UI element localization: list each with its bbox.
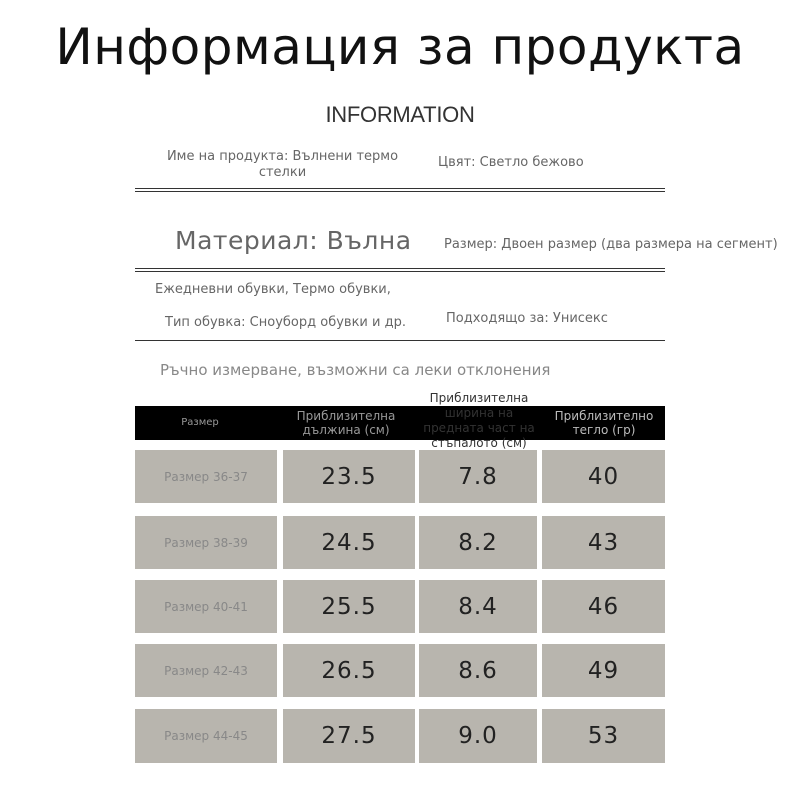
measurement-note: Ръчно измерване, възможни са леки отклонения: [160, 361, 551, 379]
table-row-weight: 49: [542, 644, 665, 697]
product-name-line2: стелки: [258, 165, 307, 180]
table-row-width: 8.6: [419, 644, 537, 697]
product-name-line1: Име на продукта: Вълнени термо: [166, 149, 399, 164]
table-row-length: 27.5: [283, 709, 415, 763]
header-size: Размер: [181, 417, 219, 428]
table-header: [135, 406, 665, 440]
divider: [135, 191, 665, 192]
table-row-weight: 46: [542, 580, 665, 633]
table-row-size: Размер 40-41: [135, 580, 277, 633]
table-row-width: 8.2: [419, 516, 537, 569]
shoe-type-line2: Тип обувка: Сноуборд обувки и др.: [165, 315, 406, 330]
product-color: Цвят: Светло бежово: [438, 155, 584, 170]
page-title: Информация за продукта: [55, 18, 745, 76]
product-size: Размер: Двоен размер (два размера на сегмент): [444, 237, 778, 252]
table-row-weight: 53: [542, 709, 665, 763]
table-row-length: 25.5: [283, 580, 415, 633]
divider: [135, 268, 665, 269]
suitable-for: Подходящо за: Унисекс: [446, 311, 608, 326]
table-row-width: 7.8: [419, 450, 537, 503]
header-length: Приблизителна дължина (см): [296, 409, 396, 437]
divider: [135, 340, 665, 341]
table-row-size: Размер 44-45: [135, 709, 277, 763]
table-row-length: 26.5: [283, 644, 415, 697]
table-row-length: 24.5: [283, 516, 415, 569]
page-subtitle: INFORMATION: [325, 102, 475, 127]
divider: [135, 271, 665, 272]
table-row-size: Размер 38-39: [135, 516, 277, 569]
table-row-weight: 43: [542, 516, 665, 569]
table-row-size: Размер 36-37: [135, 450, 277, 503]
table-row-size: Размер 42-43: [135, 644, 277, 697]
table-row-weight: 40: [542, 450, 665, 503]
divider: [135, 188, 665, 189]
product-material: Материал: Вълна: [175, 226, 412, 255]
header-weight: Приблизително тегло (гр): [554, 409, 654, 437]
table-row-width: 9.0: [419, 709, 537, 763]
header-width-text: Приблизителна ширина на предната част на стъпалото (см): [423, 391, 535, 450]
header-width-label: [420, 391, 538, 451]
table-row-length: 23.5: [283, 450, 415, 503]
table-row-width: 8.4: [419, 580, 537, 633]
product-name: [150, 149, 415, 181]
shoe-type-line1: Ежедневни обувки, Термо обувки,: [155, 282, 391, 297]
